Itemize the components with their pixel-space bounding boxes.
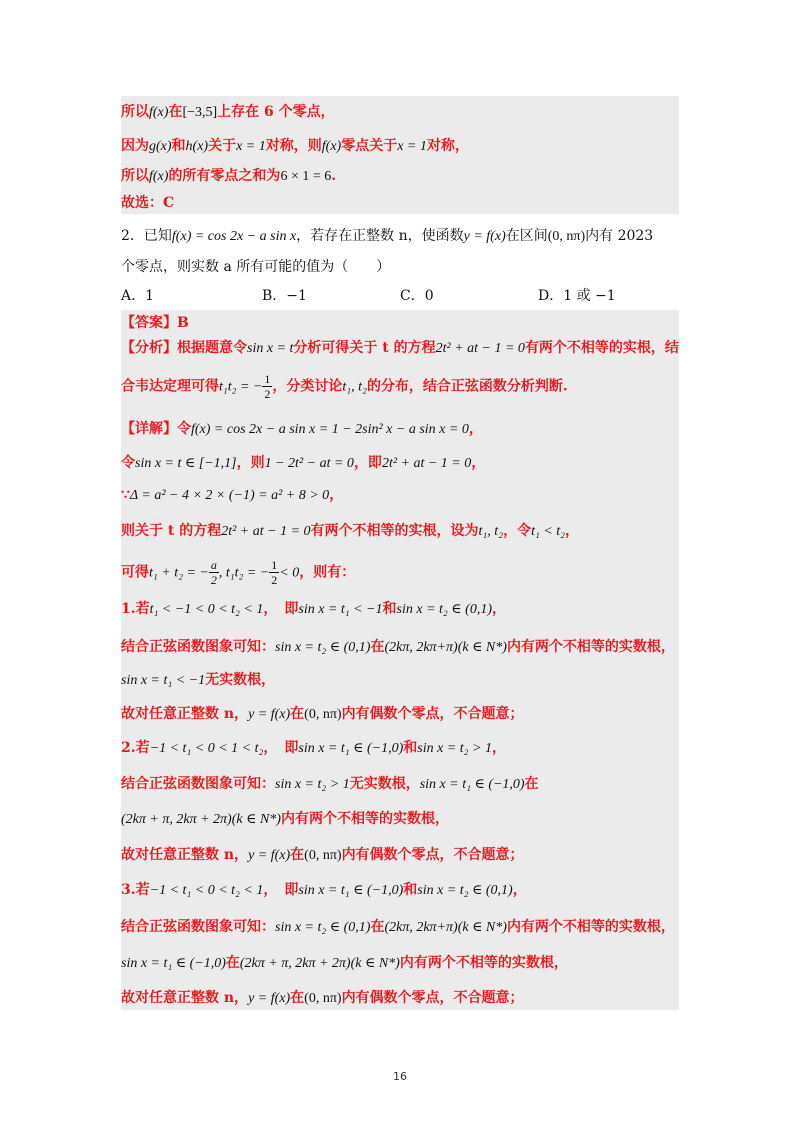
- page-number: 16: [393, 1070, 407, 1083]
- detail-line-1: 【详解】令f(x) = cos 2x − a sin x = 1 − 2sin² x − a sin x = 0，: [121, 421, 483, 437]
- prev-solution-line-2: 因为g(x)和h(x)关于x = 1对称，则f(x)零点关于x = 1对称，: [121, 138, 469, 154]
- option-b: B．−1: [262, 288, 307, 304]
- fraction: $\frac{1}{2}$: [271, 558, 278, 587]
- analysis-line-2: 合韦达定理可得t₁t₂ = − $\frac{1}{2}$ ，分类讨论t₁, t₂的分布，结合正弦函数分析判断.: [121, 372, 568, 401]
- detail-line-2: 令sin x = t ∈ [−1,1]，则1 − 2t² − at = 0，即2t² + at − 1 = 0，: [121, 455, 486, 471]
- analysis-line-1: 【分析】根据题意令sin x = t分析可得关于 t 的方程2t² + at − 1 = 0有两个不相等的实根，结: [121, 340, 679, 356]
- case-3-line-3: sin x = t₁ ∈ (−1,0)在(2kπ + π, 2kπ + 2π)(k ∈ N*)内有两个不相等的实数根，: [121, 955, 568, 971]
- case-2-line-4: 故对任意正整数 n，y = f(x)在(0, nπ)内有偶数个零点，不合题意；: [121, 847, 524, 863]
- option-a: A．1: [121, 288, 155, 304]
- answer-box: [121, 310, 679, 1010]
- case-3-line-2: 结合正弦函数图象可知：sin x = t₂ ∈ (0,1)在(2kπ, 2kπ+π)(k ∈ N*)内有两个不相等的实数根，: [121, 919, 675, 935]
- fraction: $\frac{a}{2}$: [210, 558, 217, 587]
- case-1-line-3: sin x = t₁ < −1无实数根，: [121, 672, 276, 688]
- case-2-line-3: (2kπ + π, 2kπ + 2π)(k ∈ N*)内有两个不相等的实数根，: [121, 811, 449, 827]
- question-stem-line-2: 个零点，则实数 a 所有可能的值为（ ）: [121, 259, 391, 275]
- prev-solution-line-1: 所以f(x)在[−3,5]上存在 6 个零点，: [121, 104, 335, 120]
- detail-line-5: 可得t₁ + t₂ = − $\frac{a}{2}$ , t₁t₂ = − $\frac{1}{2}$ < 0，则有：: [121, 558, 356, 587]
- prev-solution-choice: 故选：C: [121, 195, 175, 211]
- detail-line-3: ∵Δ = a² − 4 × 2 × (−1) = a² + 8 > 0，: [121, 487, 344, 503]
- case-1-line-1: 1.若t₁ < −1 < 0 < t₂ < 1， 即sin x = t₁ < −1和sin x = t₂ ∈ (0,1)，: [121, 601, 506, 617]
- option-c: C．0: [400, 288, 434, 304]
- case-3-line-1: 3.若−1 < t₁ < 0 < t₂ < 1， 即sin x = t₁ ∈ (−1,0)和sin x = t₂ ∈ (0,1)，: [121, 882, 527, 898]
- case-1-line-4: 故对任意正整数 n，y = f(x)在(0, nπ)内有偶数个零点，不合题意；: [121, 706, 524, 722]
- case-1-line-2: 结合正弦函数图象可知：sin x = t₂ ∈ (0,1)在(2kπ, 2kπ+π)(k ∈ N*)内有两个不相等的实数根，: [121, 639, 675, 655]
- detail-line-4: 则关于 t 的方程2t² + at − 1 = 0有两个不相等的实根，设为t₁, t₂，令t₁ < t₂，: [121, 523, 580, 539]
- fraction: $\frac{1}{2}$: [264, 372, 271, 401]
- prev-solution-line-3: 所以f(x)的所有零点之和为6 × 1 = 6.: [121, 168, 337, 184]
- option-d: D．1 或 −1: [538, 288, 616, 304]
- question-stem-line-1: 2．已知f(x) = cos 2x − a sin x，若存在正整数 n，使函数y = f(x)在区间(0, nπ)内有 2023: [121, 228, 654, 244]
- case-2-line-2: 结合正弦函数图象可知：sin x = t₂ > 1无实数根，sin x = t₁ ∈ (−1,0)在: [121, 776, 539, 792]
- case-3-line-4: 故对任意正整数 n，y = f(x)在(0, nπ)内有偶数个零点，不合题意；: [121, 990, 524, 1006]
- answer-label: 【答案】B: [121, 315, 189, 331]
- case-2-line-1: 2.若−1 < t₁ < 0 < 1 < t₂， 即sin x = t₁ ∈ (−1,0)和sin x = t₂ > 1，: [121, 740, 506, 756]
